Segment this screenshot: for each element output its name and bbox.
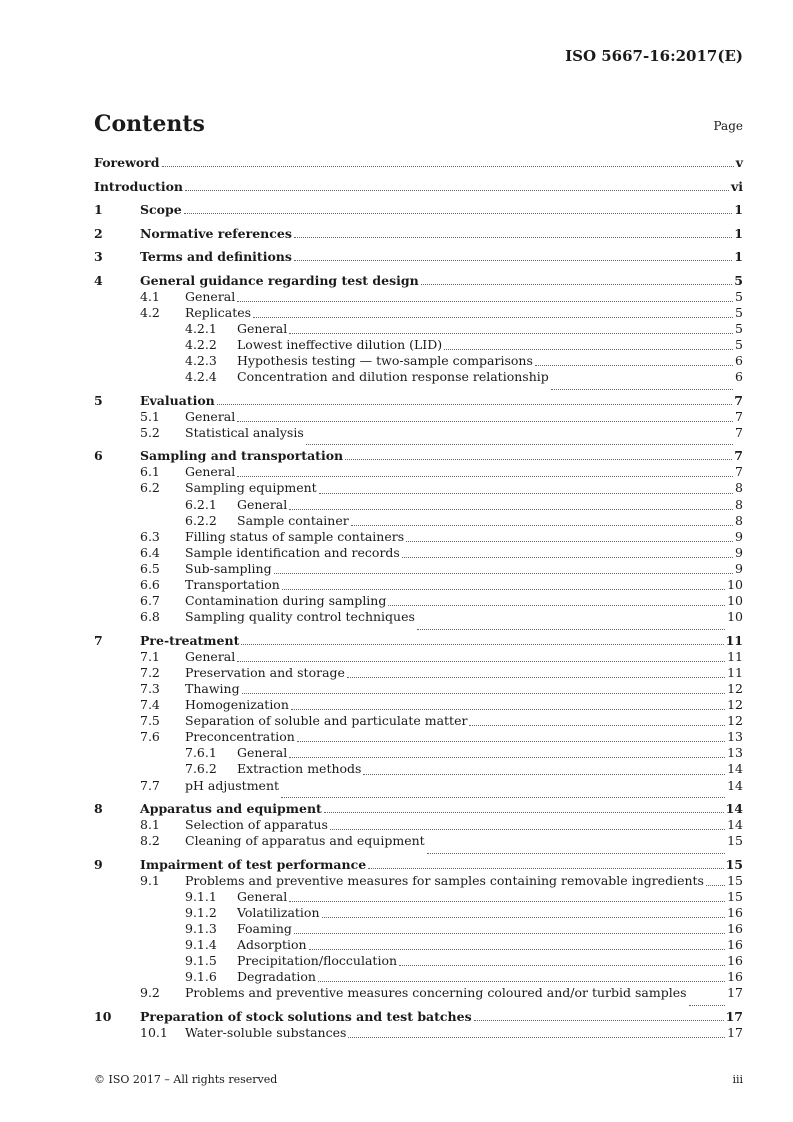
toc-entry-page: 9: [735, 544, 743, 560]
toc-entry[interactable]: [94, 713, 743, 729]
dot-leader: [399, 964, 725, 966]
toc-entry[interactable]: [94, 409, 743, 425]
dot-leader: [551, 388, 733, 390]
toc-entry-page: 5: [735, 320, 743, 336]
toc-entry-page: 10: [727, 593, 743, 609]
toc-entry-page: 6: [735, 369, 743, 385]
toc-entry[interactable]: [94, 985, 743, 1009]
toc-entry-title: Cleaning of apparatus and equipment: [185, 833, 425, 849]
toc-entry-page: 17: [727, 985, 743, 1001]
toc-entry-page: 5: [735, 336, 743, 352]
toc-entry-number: 7.6: [140, 729, 160, 745]
toc-entry[interactable]: [94, 833, 743, 857]
toc-entry-title: General: [237, 320, 288, 336]
toc-entry-number: 8.2: [140, 833, 160, 849]
toc-entry-page: 17: [725, 1008, 743, 1024]
toc-entry-number: 6.1: [140, 464, 160, 480]
toc-entry-title: Foreword: [94, 155, 160, 170]
dot-leader: [324, 811, 724, 813]
dot-leader: [689, 1004, 726, 1006]
toc-entry[interactable]: [94, 305, 743, 321]
toc-entry-number: 4.2: [140, 304, 160, 320]
toc-entry-number: 7: [94, 632, 103, 648]
toc-entry[interactable]: [94, 969, 743, 985]
toc-entry-page: 5: [735, 288, 743, 304]
toc-entry[interactable]: [94, 1025, 743, 1041]
toc-entry[interactable]: [94, 1009, 743, 1025]
page-column-label: Page: [713, 119, 743, 133]
dot-leader: [469, 724, 725, 726]
toc-entry-page: 8: [735, 496, 743, 512]
toc-entry-title: Hypothesis testing — two-sample comparisons: [237, 352, 533, 368]
toc-entry-title: Sampling equipment: [185, 480, 317, 496]
dot-leader: [421, 283, 733, 285]
dot-leader: [351, 524, 733, 526]
toc-entry[interactable]: [94, 697, 743, 713]
dot-leader: [289, 900, 725, 902]
toc-entry[interactable]: [94, 873, 743, 889]
toc-entry-page: vi: [730, 178, 743, 194]
dot-leader: [330, 828, 725, 830]
toc-entry-title: General: [185, 648, 236, 664]
document-reference: ISO 5667-16:2017(E): [565, 47, 743, 65]
dot-leader: [281, 796, 725, 798]
dot-leader: [253, 316, 733, 318]
toc-entry-number: 8.1: [140, 817, 160, 833]
toc-entry-title: Apparatus and equipment: [140, 801, 322, 817]
toc-entry-number: 6.2.2: [185, 512, 217, 528]
toc-entry[interactable]: [94, 497, 743, 513]
toc-entry[interactable]: [94, 179, 743, 203]
toc-entry-number: 9: [94, 856, 103, 872]
toc-entry-page: 8: [735, 512, 743, 528]
toc-entry[interactable]: [94, 801, 743, 817]
dot-leader: [535, 364, 733, 366]
toc-entry[interactable]: [94, 681, 743, 697]
toc-entry-page: 16: [727, 953, 743, 969]
dot-leader: [444, 348, 733, 350]
toc-entry-number: 4.2.4: [185, 369, 217, 385]
toc-entry[interactable]: [94, 921, 743, 937]
toc-entry[interactable]: [94, 202, 743, 226]
toc-entry[interactable]: [94, 593, 743, 609]
toc-entry-title: Contamination during sampling: [185, 593, 387, 609]
toc-entry-title: General: [237, 496, 288, 512]
copyright-notice: © ISO 2017 – All rights reserved: [94, 1073, 278, 1086]
toc-entry-number: 9.2: [140, 985, 160, 1001]
toc-entry-title: Water-soluble substances: [185, 1025, 347, 1041]
toc-entry-number: 6.6: [140, 577, 160, 592]
toc-entry-title: Volatilization: [237, 905, 320, 920]
toc-entry-number: 7.4: [140, 697, 160, 713]
toc-entry-number: 10.1: [140, 1025, 168, 1041]
toc-entry-page: 12: [727, 697, 743, 713]
page-title: Contents: [94, 111, 205, 137]
toc-entry-title: Pre-treatment: [140, 632, 240, 648]
toc-entry-title: Preconcentration: [185, 729, 295, 745]
toc-entry-number: 6.2.1: [185, 496, 217, 512]
dot-leader: [297, 740, 725, 742]
toc-entry[interactable]: [94, 649, 743, 665]
toc-entry-title: Selection of apparatus: [185, 817, 328, 833]
toc-entry-page: 13: [727, 745, 743, 761]
toc-entry[interactable]: [94, 480, 743, 496]
toc-entry-title: Homogenization: [185, 697, 289, 713]
toc-entry-number: 7.3: [140, 680, 160, 696]
toc-entry-title: Preparation of stock solutions and test batches: [140, 1008, 472, 1024]
dot-leader: [322, 916, 726, 918]
toc-entry-title: Sampling and transportation: [140, 448, 344, 464]
toc-entry-number: 9.1.4: [185, 937, 217, 953]
toc-entry-number: 9.1.6: [185, 969, 217, 985]
toc-entry[interactable]: [94, 226, 743, 250]
toc-entry-number: 9.1.3: [185, 921, 217, 937]
toc-entry[interactable]: [94, 464, 743, 480]
toc-entry-title: General: [185, 464, 236, 480]
toc-entry[interactable]: [94, 905, 743, 921]
toc-entry-number: 5.1: [140, 408, 160, 424]
dot-leader: [185, 189, 729, 191]
page-number: iii: [732, 1073, 743, 1086]
toc-entry-number: 9.1.5: [185, 953, 217, 969]
toc-entry[interactable]: [94, 337, 743, 353]
toc-entry-title: Statistical analysis: [185, 424, 304, 440]
toc-entry-page: 8: [735, 480, 743, 496]
toc-entry-page: 12: [727, 680, 743, 696]
dot-leader: [427, 852, 725, 854]
toc-entry-page: 14: [727, 777, 743, 793]
toc-entry-title: Problems and preventive measures for samples containing removable ingredients: [185, 872, 704, 888]
toc-entry-page: 15: [725, 856, 743, 872]
dot-leader: [237, 300, 733, 302]
toc-entry-page: 9: [735, 528, 743, 544]
dot-leader: [237, 475, 733, 477]
dot-leader: [294, 236, 732, 238]
dot-leader: [348, 1036, 725, 1038]
toc-entry-title: Precipitation/flocculation: [237, 953, 398, 969]
toc-entry-title: Extraction methods: [237, 761, 362, 777]
toc-entry-number: 8: [94, 801, 103, 817]
toc-entry-title: pH adjustment: [185, 777, 280, 793]
toc-entry-number: 3: [94, 249, 103, 264]
toc-entry-page: 11: [725, 632, 743, 648]
toc-entry-page: 1: [734, 202, 743, 217]
toc-entry-number: 7.2: [140, 664, 160, 680]
toc-entry-number: 6.4: [140, 544, 160, 560]
toc-entry-page: 16: [727, 905, 743, 920]
toc-entry-title: Thawing: [185, 680, 240, 696]
toc-entry-number: 6.3: [140, 528, 160, 544]
toc-entry-title: Introduction: [94, 178, 184, 194]
dot-leader: [363, 773, 725, 775]
toc-entry-page: 10: [727, 577, 743, 592]
toc-entry-page: 5: [735, 304, 743, 320]
toc-entry[interactable]: [94, 529, 743, 545]
toc-entry[interactable]: [94, 448, 743, 464]
toc-entry-page: 9: [735, 560, 743, 576]
toc-entry-number: 7.7: [140, 777, 160, 793]
toc-entry-title: Sample identification and records: [185, 544, 400, 560]
toc-entry-title: General: [237, 888, 288, 904]
dot-leader: [184, 212, 733, 214]
dot-leader: [291, 708, 725, 710]
dot-leader: [706, 884, 725, 886]
toc-entry-page: 17: [727, 1025, 743, 1041]
toc-entry[interactable]: [94, 155, 743, 179]
toc-entry[interactable]: [94, 609, 743, 633]
dot-leader: [318, 980, 725, 982]
toc-entry-page: 16: [727, 969, 743, 985]
toc-entry-title: Separation of soluble and particulate matter: [185, 713, 468, 729]
toc-entry-page: 11: [727, 648, 743, 664]
dot-leader: [368, 867, 723, 869]
toc-entry-page: 11: [727, 664, 743, 680]
toc-entry-title: Concentration and dilution response relationship: [237, 369, 549, 385]
dot-leader: [294, 259, 732, 261]
toc-entry[interactable]: [94, 778, 743, 802]
toc-entry-title: Sample container: [237, 512, 349, 528]
toc-entry-number: 7.6.1: [185, 745, 217, 761]
dot-leader: [289, 508, 733, 510]
toc-entry-page: 16: [727, 937, 743, 953]
toc-entry[interactable]: [94, 273, 743, 289]
toc-entry-page: 7: [735, 408, 743, 424]
toc-entry[interactable]: [94, 545, 743, 561]
dot-leader: [347, 676, 725, 678]
toc-entry[interactable]: [94, 665, 743, 681]
toc-entry-number: 9.1.2: [185, 905, 217, 920]
toc-entry[interactable]: [94, 761, 743, 777]
toc-entry-number: 4.2.3: [185, 352, 217, 368]
dot-leader: [474, 1019, 724, 1021]
toc-entry-page: 7: [734, 448, 743, 464]
toc-entry-title: Normative references: [140, 225, 292, 241]
toc-entry-title: Replicates: [185, 304, 252, 320]
toc-entry[interactable]: [94, 937, 743, 953]
dot-leader: [388, 604, 725, 606]
dot-leader: [319, 492, 733, 494]
toc-entry-page: 7: [734, 392, 743, 408]
toc-entry-number: 6.7: [140, 593, 160, 609]
toc-entry-page: 1: [734, 249, 743, 264]
toc-entry-page: 5: [734, 272, 743, 288]
toc-entry[interactable]: [94, 577, 743, 593]
toc-entry[interactable]: [94, 953, 743, 969]
toc-entry-number: 7.1: [140, 648, 160, 664]
toc-entry-title: General: [185, 408, 236, 424]
toc-entry[interactable]: [94, 249, 743, 273]
toc-entry[interactable]: [94, 745, 743, 761]
toc-entry-page: 12: [727, 713, 743, 729]
toc-entry-number: 6.8: [140, 609, 160, 625]
toc-entry-number: 4.1: [140, 288, 160, 304]
dot-leader: [237, 420, 733, 422]
toc-entry-number: 6: [94, 448, 103, 464]
dot-leader: [402, 556, 733, 558]
toc-entry-title: Evaluation: [140, 392, 215, 408]
dot-leader: [237, 660, 725, 662]
toc-entry[interactable]: [94, 561, 743, 577]
toc-entry-number: 4: [94, 272, 103, 288]
toc-entry-title: Filling status of sample containers: [185, 528, 405, 544]
toc-entry[interactable]: [94, 857, 743, 873]
dot-leader: [406, 540, 733, 542]
toc-entry-title: Impairment of test performance: [140, 856, 367, 872]
toc-entry-page: 14: [727, 817, 743, 833]
toc-entry-title: Problems and preventive measures concerning coloured and/or turbid samples: [185, 985, 687, 1001]
dot-leader: [345, 458, 732, 460]
dot-leader: [241, 643, 723, 645]
toc-entry-page: 6: [735, 352, 743, 368]
dot-leader: [306, 443, 733, 445]
dot-leader: [282, 588, 725, 590]
toc-entry-title: Scope: [140, 202, 182, 217]
toc-entry[interactable]: [94, 369, 743, 393]
toc-entry-number: 9.1.1: [185, 888, 217, 904]
toc-entry[interactable]: [94, 513, 743, 529]
toc-entry[interactable]: [94, 353, 743, 369]
dot-leader: [217, 403, 733, 405]
toc-entry-page: 7: [735, 464, 743, 480]
toc-entry-number: 2: [94, 225, 103, 241]
toc-entry[interactable]: [94, 889, 743, 905]
toc-entry-page: 14: [725, 801, 743, 817]
toc-entry-number: 7.6.2: [185, 761, 217, 777]
table-of-contents: [94, 155, 743, 1041]
toc-entry-page: v: [735, 155, 743, 170]
toc-entry-title: Terms and definitions: [140, 249, 292, 264]
toc-entry-title: Adsorption: [237, 937, 307, 953]
dot-leader: [162, 165, 734, 167]
toc-entry-number: 4.2.2: [185, 336, 217, 352]
toc-entry-title: Sampling quality control techniques: [185, 609, 415, 625]
toc-entry-title: Degradation: [237, 969, 316, 985]
toc-entry[interactable]: [94, 289, 743, 305]
toc-entry-title: Sub-sampling: [185, 560, 272, 576]
toc-entry-number: 6.2: [140, 480, 160, 496]
toc-entry-page: 10: [727, 609, 743, 625]
dot-leader: [289, 332, 733, 334]
toc-entry[interactable]: [94, 729, 743, 745]
toc-entry-page: 14: [727, 761, 743, 777]
dot-leader: [274, 572, 733, 574]
toc-entry[interactable]: [94, 393, 743, 409]
toc-entry-number: 6.5: [140, 560, 160, 576]
toc-entry-number: 4.2.1: [185, 320, 217, 336]
toc-entry-title: Preservation and storage: [185, 664, 345, 680]
toc-entry[interactable]: [94, 633, 743, 649]
toc-entry[interactable]: [94, 321, 743, 337]
toc-entry-number: 1: [94, 202, 103, 217]
toc-entry-page: 15: [727, 872, 743, 888]
dot-leader: [417, 628, 725, 630]
toc-entry-number: 5.2: [140, 424, 160, 440]
dot-leader: [242, 692, 726, 694]
toc-entry-title: Foaming: [237, 921, 292, 937]
dot-leader: [289, 756, 725, 758]
toc-entry[interactable]: [94, 817, 743, 833]
toc-entry-page: 7: [735, 424, 743, 440]
toc-entry-page: 1: [734, 225, 743, 241]
toc-entry-number: 9.1: [140, 872, 160, 888]
toc-entry-title: General guidance regarding test design: [140, 272, 419, 288]
dot-leader: [294, 932, 725, 934]
toc-entry-page: 15: [727, 833, 743, 849]
toc-entry-page: 13: [727, 729, 743, 745]
toc-entry[interactable]: [94, 425, 743, 449]
toc-entry-number: 10: [94, 1008, 112, 1024]
toc-entry-title: Transportation: [185, 577, 280, 592]
toc-entry-title: General: [185, 288, 236, 304]
toc-entry-page: 16: [727, 921, 743, 937]
toc-entry-title: Lowest ineffective dilution (LID): [237, 336, 443, 352]
toc-entry-title: General: [237, 745, 288, 761]
toc-entry-number: 7.5: [140, 713, 160, 729]
toc-entry-number: 5: [94, 392, 103, 408]
dot-leader: [309, 948, 726, 950]
toc-entry-page: 15: [727, 888, 743, 904]
